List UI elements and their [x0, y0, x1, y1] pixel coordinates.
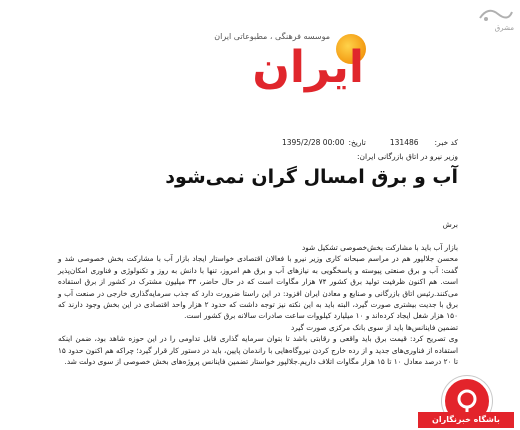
watermark-badge: [418, 376, 514, 428]
paragraph: تضمین فاینانس‌ها باید از سوی بانک مرکزی صورت گیرد: [291, 322, 458, 332]
paragraph: بازار آب باید با مشارکت بخش‌خصوصی تشکیل شود: [302, 243, 458, 252]
badge-text: باشگاه خبرنگاران: [418, 412, 514, 428]
masthead-subtitle: موسسه فرهنگی ، مطبوعاتی ایران: [214, 32, 330, 41]
news-code-value: 131486: [389, 138, 419, 147]
masthead-logo-word: ایران: [252, 42, 364, 93]
news-date-value: 1395/2/28 00:00: [281, 138, 345, 147]
masthead: [205, 26, 370, 100]
watermark-top: [476, 4, 514, 42]
news-code-label: کد خبر:: [434, 138, 458, 147]
pin-icon: [454, 388, 480, 414]
article-body: [58, 242, 458, 367]
news-meta: [266, 138, 458, 147]
paragraph: محسن جلالپور هم در مراسم صبحانه کاری وزیر نیرو با فعالان اقتصادی خواستار ایجاد بازار آب با مشارکت بخش خصوصی شد و گفت: آب و برق صنعتی پیوسته و پاسخگویی به نیازهای آب و برق هم امروز، تنها با دانش به روز و تکنولوژی و فناوری امکان‌پذیر است. هم اکنون ظرفیت تولید برق کشور ۷۴ هزار مگاوات است که در حال حاضر، ۳۳ میلیون مشترک در کشور از برق استفاده می‌کنند.رئیس اتاق بازرگانی و صنایع و معادن ایران افزود: در این راستا ضرورت دارد که جذب سرمایه‌گذاری خارجی در صنعت آب و برق با جدیت بیشتری صورت گیرد، البته باید به این نکته نیز توجه داشت که حدود ۲ هزار واحد اقتصادی در این بخش وجود دارند که ۱۵۰ هزار شغل ایجاد کرده‌اند و ۱۰ میلیارد کیلووات ساعت صادرات سالانه برق کشور است.: [58, 254, 459, 321]
headline: آب و برق امسال گران نمی‌شود: [165, 166, 458, 188]
watermark-logo-icon: [476, 4, 514, 24]
kicker: وزیر نیرو در اتاق بازرگانی ایران:: [357, 152, 458, 161]
section-label: برش: [442, 220, 458, 229]
watermark-top-text: مشرق: [494, 24, 514, 32]
news-date-label: تاریخ:: [348, 138, 366, 147]
paragraph: وی تصریح کرد: قیمت برق باید واقعی و رقابتی باشد تا بتوان سرمایه گذاری قابل تداومی را در این حوزه شاهد بود، ضمن اینکه استفاده از فناوری‌های جدید و از رده خارج کردن نیروگاه‌هایی با راندمان پایین، باید در دستور کار قرار گیرد؛ چراکه هم اکنون حدود ۱۵ تا ۲۰ درصد معادل ۱۰ تا ۱۵ هزار مگاوات اتلاف داریم.جلالپور خواستار تضمین فاینانس پروژه‌های بخش خصوصی از سوی دولت شد.: [58, 334, 458, 367]
